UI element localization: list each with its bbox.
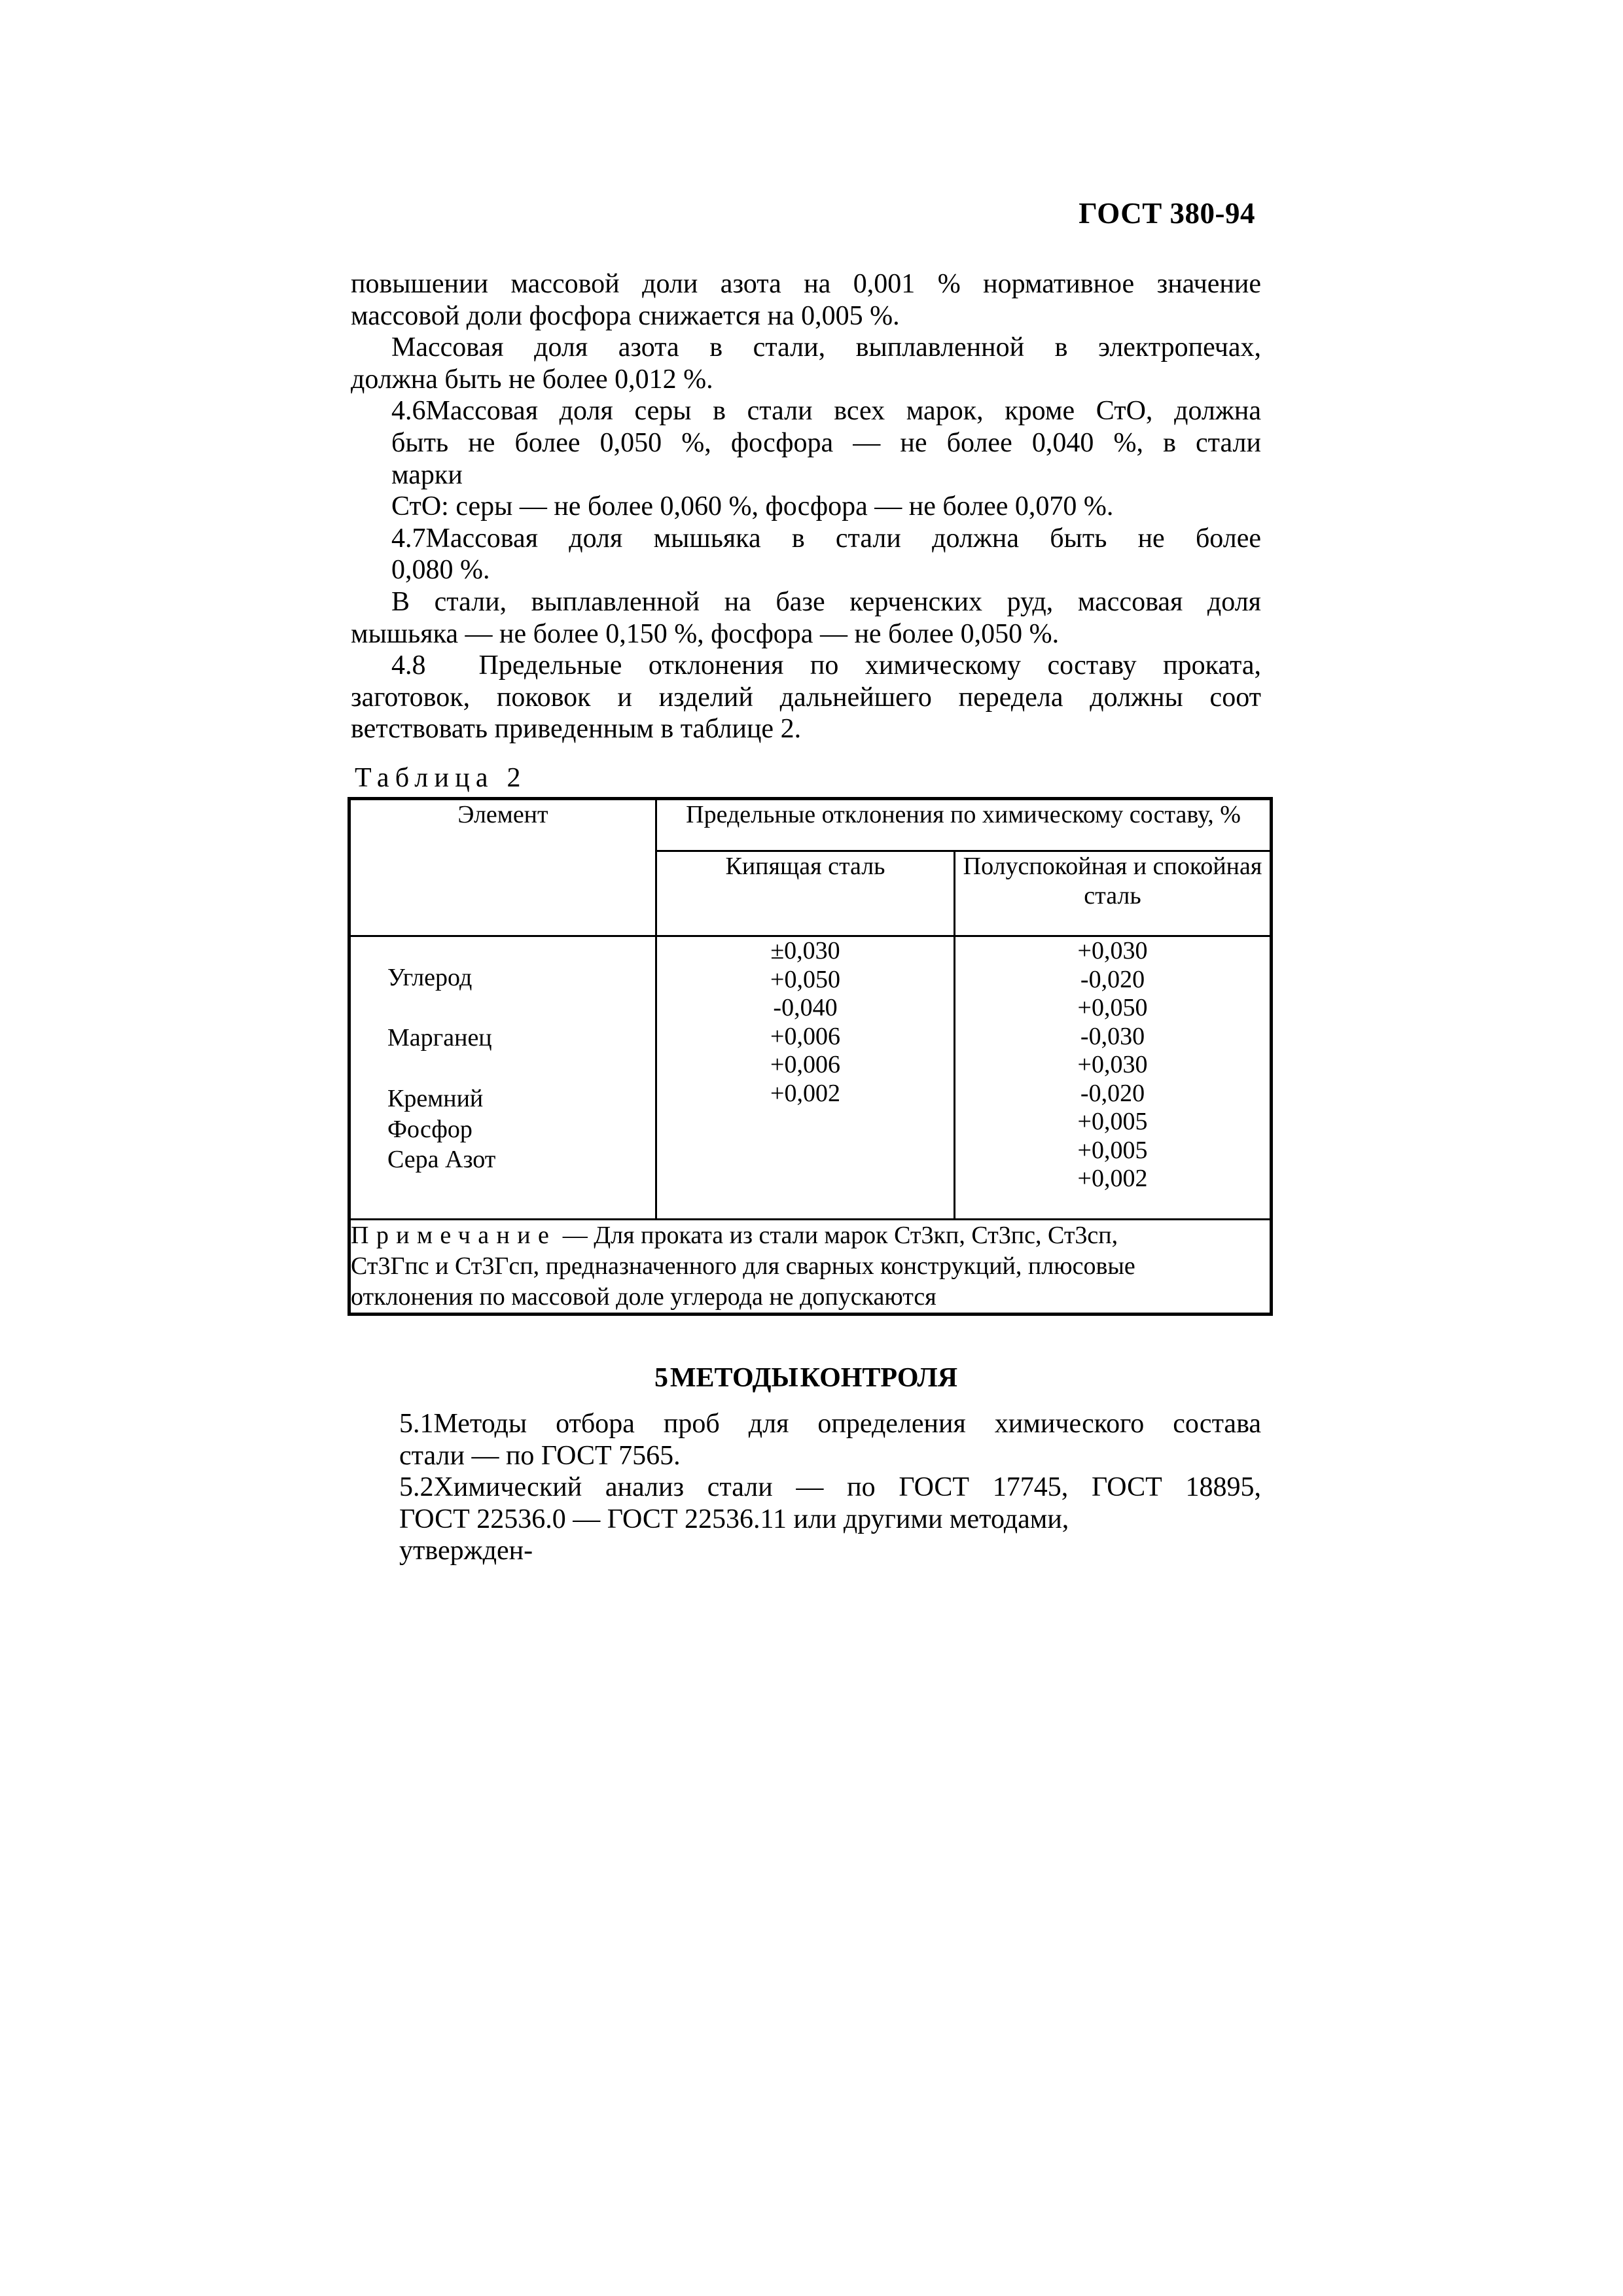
body-line: 4.7Массовая доля мышьяка в стали должна быть не более — [391, 523, 1261, 554]
deviation-value: +0,002 — [770, 1079, 840, 1107]
deviation-value: +0,050 — [1077, 994, 1148, 1021]
boiling-steel-values — [656, 936, 955, 1220]
deviation-value: +0,005 — [1077, 1136, 1148, 1164]
section-line: 5.1Методы отбора проб для определения химического состава — [399, 1409, 1261, 1439]
element-name: Марганец — [387, 1024, 492, 1051]
section-line: ГОСТ 22536.0 — ГОСТ 22536.11 или другими методами, — [399, 1504, 1069, 1534]
section-paragraphs — [399, 1408, 1261, 1567]
body-text — [351, 268, 1261, 745]
col-header-deviations: Предельные отклонения по химическому составу, % — [656, 799, 1272, 851]
body-line: марки — [391, 459, 463, 490]
semiquiet-steel-values — [955, 936, 1272, 1220]
composition-table — [348, 797, 1273, 1316]
body-line: повышении массовой доли азота на 0,001 % нормативное значение — [351, 269, 1261, 299]
note-line: Примечание — Для проката из стали марок Ст3кп, Ст3пс, Ст3сп, — [351, 1222, 1118, 1249]
body-line: 4.6Массовая доля серы в стали всех марок, кроме СтО, должна — [391, 396, 1261, 427]
deviation-value: -0,020 — [1080, 1079, 1145, 1107]
deviation-value: +0,030 — [1077, 1051, 1148, 1078]
col-header-semiquiet-steel: Полуспокойная и спокойная сталь — [955, 851, 1272, 936]
element-list — [349, 936, 656, 1220]
body-line: мышьяка — не более 0,150 %, фосфора — не более 0,050 %. — [351, 618, 1060, 649]
note-label: Примечание — [351, 1222, 557, 1249]
table-note — [349, 1220, 1272, 1315]
body-line: В стали, выплавленной на базе керченских руд, массовая доля — [391, 586, 1261, 617]
deviation-value: +0,006 — [770, 1022, 840, 1050]
deviation-value: +0,002 — [1077, 1165, 1148, 1192]
deviation-value: ±0,030 — [770, 937, 840, 964]
note-line: Ст3Гпс и Ст3Гсп, предназначенного для сварных конструкций, плюсовые — [351, 1252, 1135, 1280]
deviation-value: -0,020 — [1080, 965, 1145, 993]
section-line: 5.2Химический анализ стали — по ГОСТ 17745, ГОСТ 18895, — [399, 1472, 1261, 1503]
body-line: быть не более 0,050 %, фосфора — не более 0,040 %, в стали — [391, 427, 1261, 458]
body-line: ветствовать приведенным в таблице 2. — [351, 714, 802, 745]
body-line: 4.8 Предельные отклонения по химическому составу проката, — [391, 650, 1261, 681]
deviation-value: +0,006 — [770, 1051, 840, 1078]
doc-number: ГОСТ 380-94 — [1079, 197, 1255, 230]
section-line: утвержден- — [399, 1536, 533, 1566]
body-line: 0,080 %. — [391, 555, 490, 586]
body-line: массовой доли фосфора снижается на 0,005 %. — [351, 300, 900, 331]
deviation-value: +0,030 — [1077, 937, 1148, 964]
element-name: Кремний — [387, 1085, 484, 1112]
element-name: Сера Азот — [387, 1146, 496, 1173]
col-header-element: Элемент — [349, 799, 656, 936]
note-line: отклонения по массовой доле углерода не допускаются — [351, 1283, 936, 1311]
deviation-value: -0,040 — [773, 994, 838, 1021]
section-line: стали — по ГОСТ 7565. — [399, 1440, 681, 1471]
element-name: Углерод — [387, 964, 473, 991]
deviation-value: -0,030 — [1080, 1022, 1145, 1050]
deviation-value: +0,005 — [1077, 1108, 1148, 1135]
body-line: заготовок, поковок и изделий дальнейшего передела должны соот — [351, 682, 1261, 713]
section-heading: 5 МЕТОДЫ КОНТРОЛЯ — [654, 1363, 958, 1393]
col-header-boiling-steel: Кипящая сталь — [656, 851, 955, 936]
body-line: должна быть не более 0,012 %. — [351, 364, 713, 395]
table-caption: Таблица 2 — [355, 763, 527, 793]
deviation-value: +0,050 — [770, 965, 840, 993]
body-line: Массовая доля азота в стали, выплавленной в электропечах, — [391, 332, 1261, 363]
body-line: СтО: серы — не более 0,060 %, фосфора — не более 0,070 %. — [391, 491, 1114, 522]
element-name: Фосфор — [387, 1116, 473, 1143]
